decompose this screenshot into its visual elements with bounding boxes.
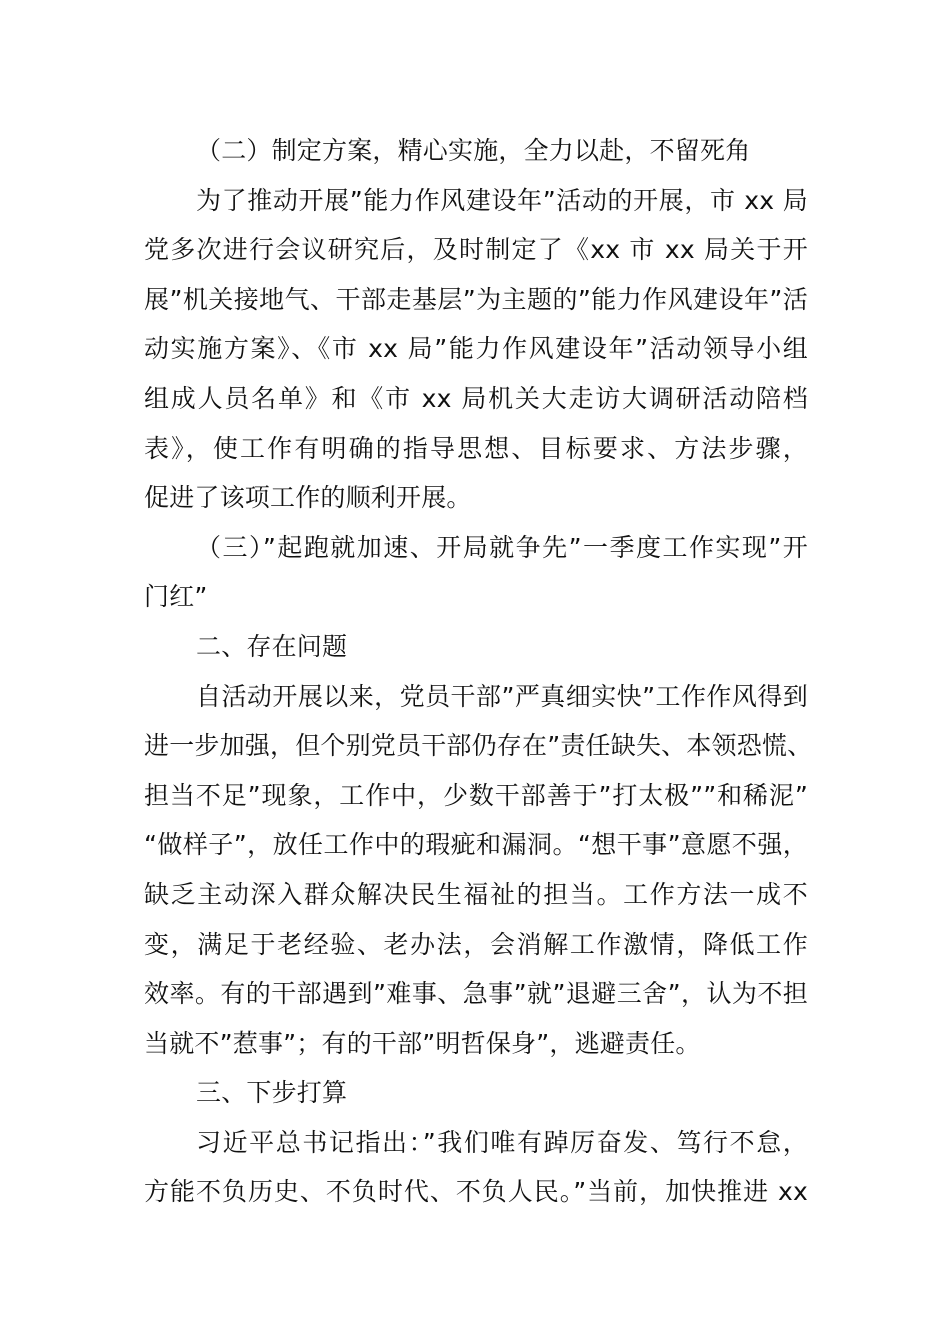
paragraph-line: 为了推动开展”能力作风建设年”活动的开展，市 xx 局 [196,185,808,215]
paragraph-line: 当就不”惹事”；有的干部”明哲保身”，逃避责任。 [144,1028,701,1058]
paragraph-line: 表》，使工作有明确的指导思想、目标要求、方法步骤， [144,433,808,463]
paragraph-line: “做样子”，放任工作中的瑕疵和漏洞。“想干事”意愿不强， [144,830,808,860]
paragraph-line: 方能不负历史、不负时代、不负人民。”当前，加快推进 xx [144,1177,808,1207]
paragraph-line: 组成人员名单》和《市 xx 局机关大走访大调研活动陪档 [144,383,808,413]
document-page [144,126,813,1217]
paragraph-line: 自活动开展以来，党员干部”严真细实快”工作作风得到 [196,681,808,711]
heading-section-2: 二、存在问题 [196,631,348,661]
paragraph-line: 缺乏主动深入群众解决民生福祉的担当。工作方法一成不 [144,879,808,909]
paragraph-line: 党多次进行会议研究后，及时制定了《xx 市 xx 局关于开 [144,235,808,265]
paragraph-line: 变，满足于老经验、老办法，会消解工作激情，降低工作 [144,929,808,959]
heading-subsection-2: （二）制定方案，精心实施，全力以赴，不留死角 [196,136,751,165]
paragraph-line: 促进了该项工作的顺利开展。 [144,483,472,513]
heading-section-3: 三、下步打算 [196,1078,348,1108]
paragraph-line: 习近平总书记指出：”我们唯有踔厉奋发、笃行不怠， [196,1127,808,1157]
paragraph-line: 效率。有的干部遇到”难事、急事”就”退避三舍”，认为不担 [144,979,808,1009]
heading-subsection-3: （三）”起跑就加速、开局就争先”一季度工作实现”开 [196,532,808,562]
paragraph-line: 展”机关接地气、干部走基层”为主题的”能力作风建设年”活 [144,284,808,314]
paragraph-line: 进一步加强，但个别党员干部仍存在”责任缺失、本领恐慌、 [144,731,813,761]
paragraph-line: 担当不足”现象，工作中，少数干部善于”打太极””和稀泥” [144,780,808,810]
heading-subsection-3-continued: 门红” [144,582,208,612]
paragraph-line: 动实施方案》、《市 xx 局”能力作风建设年”活动领导小组 [144,334,808,364]
